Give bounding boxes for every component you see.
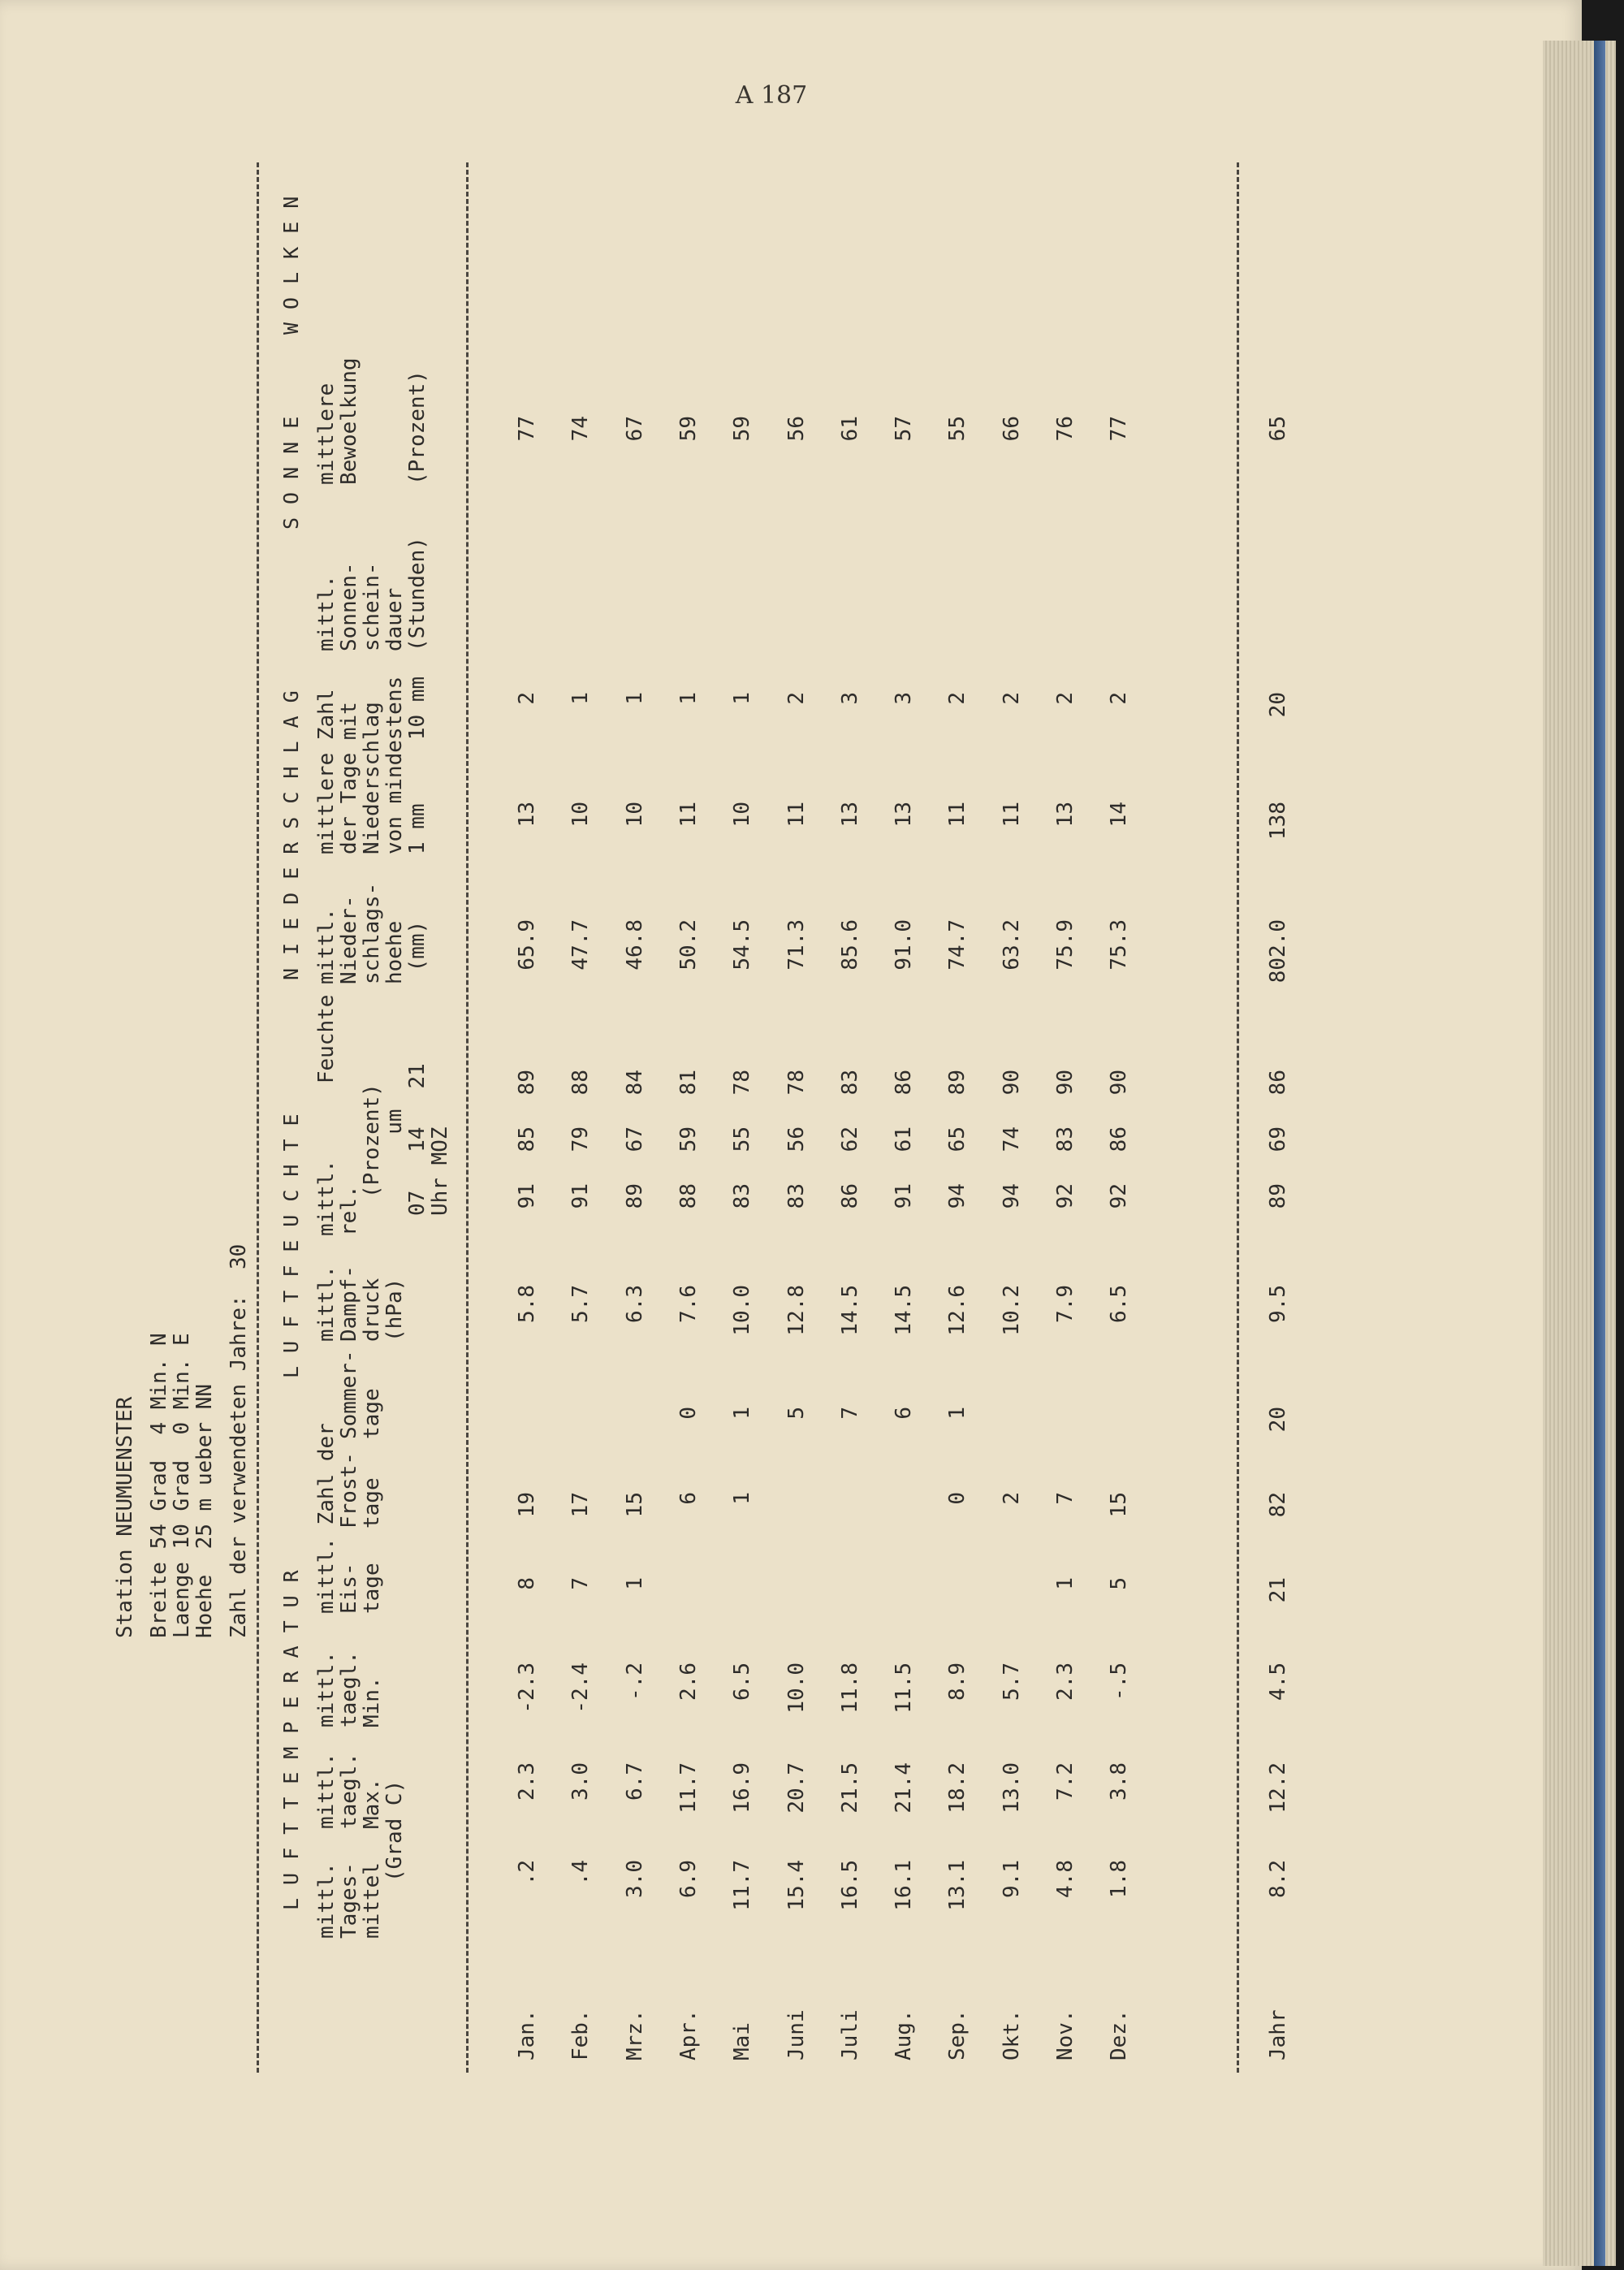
- table-row-5-m: Juni: [784, 2009, 809, 2060]
- table-row-total-d10: 20: [1266, 692, 1290, 718]
- table-row-10-m: Nov.: [1053, 2009, 1078, 2060]
- table-row-7-tx: 21.4: [892, 1762, 916, 1814]
- table-row-7-m: Aug.: [892, 2009, 916, 2060]
- table-row-total-pr: 802.0: [1266, 919, 1290, 984]
- table-row-4-tx: 16.9: [730, 1762, 754, 1814]
- table-row-5-tn: 10.0: [784, 1663, 809, 1714]
- header-eis: Eis- tage: [337, 1563, 384, 1614]
- group-clouds: WOLKEN: [279, 183, 303, 335]
- table-row-2-m: Mrz.: [623, 2009, 647, 2060]
- table-row-6-h14: 62: [838, 1126, 862, 1152]
- table-row-7-tn: 11.5: [892, 1663, 916, 1714]
- table-row-9-m: Okt.: [1000, 2009, 1024, 2060]
- station-altitude: Hoehe 25 m ueber NN: [192, 1383, 217, 1638]
- table-row-5-tx: 20.7: [784, 1762, 809, 1814]
- table-row-4-tm: 11.7: [730, 1860, 754, 1911]
- table-row-total-tm: 8.2: [1266, 1860, 1290, 1898]
- table-row-8-h14: 65: [945, 1126, 970, 1152]
- table-row-0-d10: 2: [515, 692, 539, 705]
- table-row-7-pr: 91.0: [892, 919, 916, 971]
- table-row-10-pr: 75.9: [1053, 919, 1078, 971]
- table-row-10-h14: 83: [1053, 1126, 1078, 1152]
- header-dampf: mittl. Dampf- druck: [314, 1265, 384, 1342]
- rule-header: [466, 162, 469, 2073]
- book-cover-edge: [1594, 41, 1605, 2266]
- table-row-total-h14: 69: [1266, 1126, 1290, 1152]
- table-row-11-eis: 5: [1107, 1577, 1131, 1590]
- table-row-8-d10: 2: [945, 692, 970, 705]
- header-wolken: mittlere Bewoelkung (Prozent): [314, 357, 430, 485]
- station-longitude: Laenge 10 Grad 0 Min. E: [170, 1333, 194, 1638]
- table-row-8-so: 1: [945, 1407, 970, 1420]
- table-row-8-pr: 74.7: [945, 919, 970, 971]
- table-row-3-pr: 50.2: [676, 919, 701, 971]
- table-row-7-h21: 86: [892, 1070, 916, 1096]
- header-frost: Frost- tage: [337, 1452, 384, 1528]
- table-row-3-so: 0: [676, 1407, 701, 1420]
- table-row-8-vp: 12.6: [945, 1285, 970, 1336]
- table-row-11-tx: 3.8: [1107, 1762, 1131, 1801]
- table-row-5-h14: 56: [784, 1126, 809, 1152]
- table-row-2-tn: -.2: [623, 1663, 647, 1701]
- table-row-7-h14: 61: [892, 1126, 916, 1152]
- table-row-4-tn: 6.5: [730, 1663, 754, 1701]
- table-row-9-cl: 66: [1000, 416, 1024, 442]
- table-row-9-h14: 74: [1000, 1126, 1024, 1152]
- table-row-10-d1: 13: [1053, 802, 1078, 828]
- table-row-4-so: 1: [730, 1407, 754, 1420]
- table-row-9-pr: 63.2: [1000, 919, 1024, 971]
- table-row-8-tm: 13.1: [945, 1860, 970, 1911]
- table-row-1-h21: 88: [568, 1070, 593, 1096]
- table-row-4-pr: 54.5: [730, 919, 754, 971]
- table-row-0-pr: 65.9: [515, 919, 539, 971]
- table-row-5-d1: 11: [784, 802, 809, 828]
- table-row-1-m: Feb.: [568, 2009, 593, 2060]
- table-row-7-so: 6: [892, 1407, 916, 1420]
- table-row-4-vp: 10.0: [730, 1285, 754, 1336]
- table-row-2-d10: 1: [623, 692, 647, 705]
- table-row-11-h07: 92: [1107, 1183, 1131, 1209]
- table-row-0-vp: 5.8: [515, 1285, 539, 1323]
- table-row-4-h14: 55: [730, 1126, 754, 1152]
- table-row-10-h21: 90: [1053, 1070, 1078, 1096]
- table-row-10-d10: 2: [1053, 692, 1078, 705]
- table-row-7-d1: 13: [892, 802, 916, 828]
- group-humidity: LUFTFEUCHTE: [279, 1100, 303, 1378]
- header-hours: 07 14 21: [405, 1063, 430, 1216]
- table-row-10-eis: 1: [1053, 1577, 1078, 1590]
- table-row-0-tx: 2.3: [515, 1762, 539, 1801]
- table-row-1-tn: -2.4: [568, 1663, 593, 1714]
- table-row-3-tx: 11.7: [676, 1762, 701, 1814]
- table-row-4-fr: 1: [730, 1492, 754, 1505]
- table-row-11-m: Dez.: [1107, 2009, 1131, 2060]
- table-row-11-cl: 77: [1107, 416, 1131, 442]
- table-row-total-h07: 89: [1266, 1183, 1290, 1209]
- table-row-6-d10: 3: [838, 692, 862, 705]
- table-row-1-tm: .4: [568, 1860, 593, 1886]
- table-row-0-tm: .2: [515, 1860, 539, 1886]
- table-row-10-h07: 92: [1053, 1183, 1078, 1209]
- table-row-3-cl: 59: [676, 416, 701, 442]
- table-row-4-m: Mai: [730, 2022, 754, 2060]
- page-number: A 187: [735, 81, 808, 110]
- table-row-3-d1: 11: [676, 802, 701, 828]
- table-row-3-vp: 7.6: [676, 1285, 701, 1323]
- table-row-1-pr: 47.7: [568, 919, 593, 971]
- table-row-11-d1: 14: [1107, 802, 1131, 828]
- group-temperature: LUFTTEMPERATUR: [279, 1557, 303, 1910]
- table-row-5-h07: 83: [784, 1183, 809, 1209]
- table-row-10-tn: 2.3: [1053, 1663, 1078, 1701]
- group-sun: SONNE: [279, 403, 303, 530]
- table-row-5-d10: 2: [784, 692, 809, 705]
- table-row-6-h07: 86: [838, 1183, 862, 1209]
- table-row-0-cl: 77: [515, 416, 539, 442]
- table-row-11-tm: 1.8: [1107, 1860, 1131, 1898]
- table-row-9-h07: 94: [1000, 1183, 1024, 1209]
- table-row-9-h21: 90: [1000, 1070, 1024, 1096]
- table-row-1-cl: 74: [568, 416, 593, 442]
- table-row-1-fr: 17: [568, 1492, 593, 1518]
- table-row-1-tx: 3.0: [568, 1762, 593, 1801]
- table-row-8-tx: 18.2: [945, 1762, 970, 1814]
- table-row-0-d1: 13: [515, 802, 539, 828]
- table-row-total-m: Jahr: [1266, 2009, 1290, 2060]
- table-row-6-tx: 21.5: [838, 1762, 862, 1814]
- table-row-7-cl: 57: [892, 416, 916, 442]
- table-row-7-d10: 3: [892, 692, 916, 705]
- table-row-6-m: Juli: [838, 2009, 862, 2060]
- table-row-11-tn: -.5: [1107, 1663, 1131, 1701]
- table-row-2-h14: 67: [623, 1126, 647, 1152]
- table-row-6-so: 7: [838, 1407, 862, 1420]
- header-moz: Uhr MOZ: [428, 1126, 452, 1216]
- table-row-11-vp: 6.5: [1107, 1285, 1131, 1323]
- table-row-3-d10: 1: [676, 692, 701, 705]
- table-row-7-h07: 91: [892, 1183, 916, 1209]
- table-row-8-h21: 89: [945, 1070, 970, 1096]
- table-row-4-h07: 83: [730, 1183, 754, 1209]
- header-ntage: mittlere Zahl der Tage mit Niederschlag von mindestens 1 mm 10 mm: [314, 676, 430, 854]
- table-row-2-tx: 6.7: [623, 1762, 647, 1801]
- table-row-8-d1: 11: [945, 802, 970, 828]
- table-row-0-h21: 89: [515, 1070, 539, 1096]
- table-row-6-tn: 11.8: [838, 1663, 862, 1714]
- table-row-2-fr: 15: [623, 1492, 647, 1518]
- table-row-9-fr: 2: [1000, 1492, 1024, 1505]
- table-row-0-m: Jan.: [515, 2009, 539, 2060]
- table-row-10-fr: 7: [1053, 1492, 1078, 1505]
- table-row-9-tm: 9.1: [1000, 1860, 1024, 1898]
- table-row-1-h07: 91: [568, 1183, 593, 1209]
- table-row-3-h14: 59: [676, 1126, 701, 1152]
- table-row-0-fr: 19: [515, 1492, 539, 1518]
- table-row-2-vp: 6.3: [623, 1285, 647, 1323]
- table-row-10-vp: 7.9: [1053, 1285, 1078, 1323]
- table-row-10-cl: 76: [1053, 416, 1078, 442]
- header-sommer: Sommer- tage: [337, 1350, 384, 1439]
- header-zahlder: mittl. Zahl der: [314, 1423, 339, 1614]
- rule-top: [257, 162, 259, 2073]
- table-row-0-h07: 91: [515, 1183, 539, 1209]
- rule-total: [1237, 162, 1239, 2073]
- table-row-10-tx: 7.2: [1053, 1762, 1078, 1801]
- table-row-8-h07: 94: [945, 1183, 970, 1209]
- table-row-6-d1: 13: [838, 802, 862, 828]
- table-row-6-tm: 16.5: [838, 1860, 862, 1911]
- table-row-11-h21: 90: [1107, 1070, 1131, 1096]
- table-row-1-h14: 79: [568, 1126, 593, 1152]
- table-row-4-d1: 10: [730, 802, 754, 828]
- table-row-9-d10: 2: [1000, 692, 1024, 705]
- table-row-total-h21: 86: [1266, 1070, 1290, 1096]
- table-row-1-eis: 7: [568, 1577, 593, 1590]
- station-title: Station NEUMUENSTER: [113, 1396, 137, 1638]
- table-row-8-tn: 8.9: [945, 1663, 970, 1701]
- table-row-6-vp: 14.5: [838, 1285, 862, 1336]
- header-tmin: mittl. taegl. Min.: [314, 1651, 384, 1727]
- header-tmean: mittl. Tages- mittel: [314, 1862, 384, 1939]
- header-nhoehe: mittl. Nieder- schlags- hoehe (mm): [314, 882, 430, 984]
- table-row-10-tm: 4.8: [1053, 1860, 1078, 1898]
- table-row-8-cl: 55: [945, 416, 970, 442]
- table-row-2-d1: 10: [623, 802, 647, 828]
- table-row-0-h14: 85: [515, 1126, 539, 1152]
- table-row-6-h21: 83: [838, 1070, 862, 1096]
- table-row-2-h07: 89: [623, 1183, 647, 1209]
- table-row-3-fr: 6: [676, 1492, 701, 1505]
- table-row-4-h21: 78: [730, 1070, 754, 1096]
- table-row-2-tm: 3.0: [623, 1860, 647, 1898]
- table-row-total-fr: 82: [1266, 1492, 1290, 1518]
- table-row-total-so: 20: [1266, 1407, 1290, 1433]
- table-row-total-vp: 9.5: [1266, 1285, 1290, 1323]
- rotated-table: [114, 162, 1295, 2073]
- table-row-total-tx: 12.2: [1266, 1762, 1290, 1814]
- header-grad: (Grad C): [382, 1779, 407, 1882]
- table-row-7-vp: 14.5: [892, 1285, 916, 1336]
- table-row-5-vp: 12.8: [784, 1285, 809, 1336]
- table-row-2-h21: 84: [623, 1070, 647, 1096]
- table-row-total-tn: 4.5: [1266, 1663, 1290, 1701]
- table-row-5-tm: 15.4: [784, 1860, 809, 1911]
- table-row-3-tm: 6.9: [676, 1860, 701, 1898]
- table-row-8-fr: 0: [945, 1492, 970, 1505]
- header-feuchte: mittl. Feuchte rel. (Prozent) um: [314, 994, 407, 1236]
- table-row-5-pr: 71.3: [784, 919, 809, 971]
- table-row-5-h21: 78: [784, 1070, 809, 1096]
- table-row-1-d1: 10: [568, 802, 593, 828]
- table-row-3-h07: 88: [676, 1183, 701, 1209]
- table-row-6-cl: 61: [838, 416, 862, 442]
- station-years: Zahl der verwendeten Jahre: 30: [227, 1243, 251, 1638]
- table-row-11-d10: 2: [1107, 692, 1131, 705]
- table-row-2-eis: 1: [623, 1577, 647, 1590]
- table-row-7-tm: 16.1: [892, 1860, 916, 1911]
- header-tmax: mittl. taegl. Max.: [314, 1753, 384, 1829]
- table-row-3-h21: 81: [676, 1070, 701, 1096]
- table-row-0-tn: -2.3: [515, 1663, 539, 1714]
- table-row-1-vp: 5.7: [568, 1285, 593, 1323]
- table-row-1-d10: 1: [568, 692, 593, 705]
- table-row-total-cl: 65: [1266, 416, 1290, 442]
- table-row-5-cl: 56: [784, 416, 809, 442]
- table-row-6-pr: 85.6: [838, 919, 862, 971]
- table-row-9-tn: 5.7: [1000, 1663, 1024, 1701]
- table-row-5-so: 5: [784, 1407, 809, 1420]
- table-row-9-d1: 11: [1000, 802, 1024, 828]
- station-latitude: Breite 54 Grad 4 Min. N: [147, 1333, 171, 1638]
- table-row-total-d1: 138: [1266, 802, 1290, 840]
- table-row-2-pr: 46.8: [623, 919, 647, 971]
- table-row-9-tx: 13.0: [1000, 1762, 1024, 1814]
- header-sonne: mittl. Sonnen- schein- dauer (Stunden): [314, 537, 430, 651]
- table-row-3-tn: 2.6: [676, 1663, 701, 1701]
- table-row-2-cl: 67: [623, 416, 647, 442]
- table-row-11-h14: 86: [1107, 1126, 1131, 1152]
- group-precipitation: NIEDERSCHLAG: [279, 677, 303, 980]
- table-row-9-vp: 10.2: [1000, 1285, 1024, 1336]
- table-row-3-m: Apr.: [676, 2009, 701, 2060]
- table-row-4-d10: 1: [730, 692, 754, 705]
- table-row-8-m: Sep.: [945, 2009, 970, 2060]
- header-hpa: (hPa): [382, 1278, 407, 1342]
- table-row-0-eis: 8: [515, 1577, 539, 1590]
- table-row-11-fr: 15: [1107, 1492, 1131, 1518]
- table-row-4-cl: 59: [730, 416, 754, 442]
- table-row-total-eis: 21: [1266, 1577, 1290, 1603]
- table-row-11-pr: 75.3: [1107, 919, 1131, 971]
